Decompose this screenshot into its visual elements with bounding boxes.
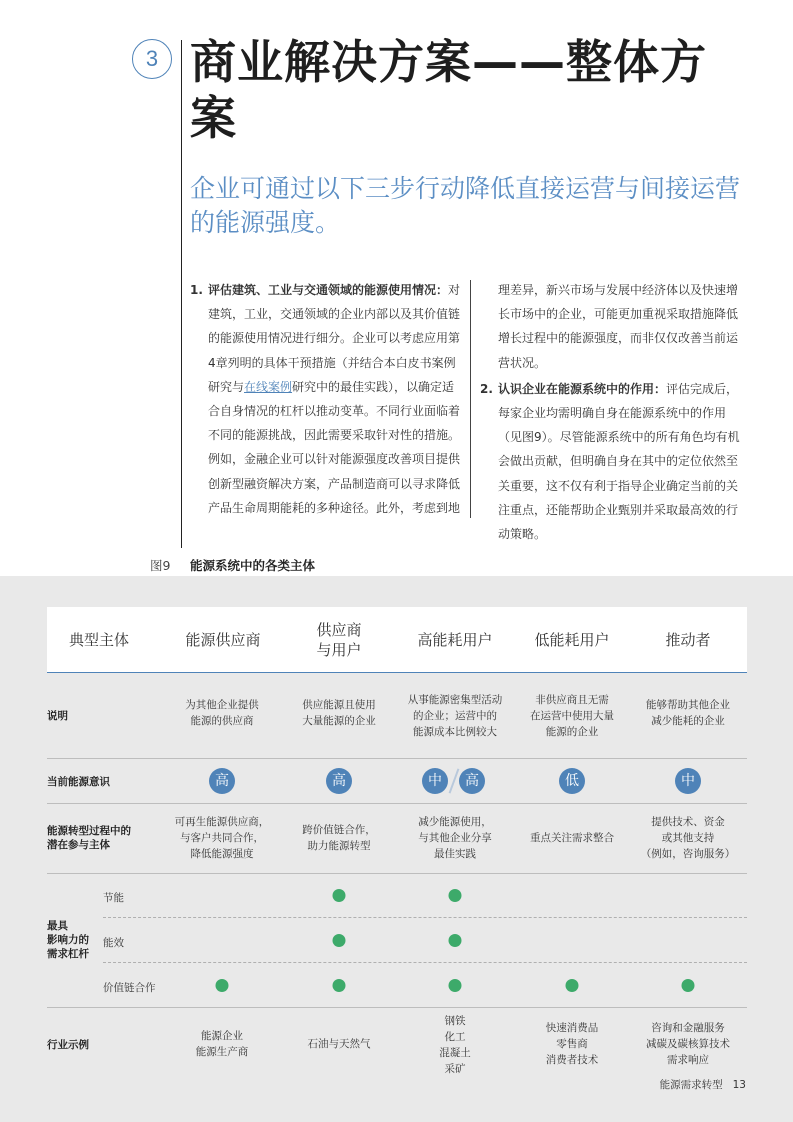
industry-cell: 快速消费品 零售商 消费者技术 (545, 1022, 599, 1066)
awareness-badge: 低 (559, 768, 585, 794)
step-2-text: 评估完成后，每家企业均需明确自身在能源系统中的作用（见图9）。尽管能源系统中的所有角色均有机会做出贡献，但明确自身在其中的定位依然至关重要，这不仅有利于指导企业确定当前的关注重点，还能帮助企业甄别并采取最高效的行动策略。 (498, 381, 740, 542)
row-divider (47, 803, 747, 804)
step-1-heading: 评估建筑、工业与交通领域的能源使用情况： (208, 283, 449, 297)
row-divider (47, 758, 747, 759)
description-cell: 供应能源且使用 大量能源的企业 (302, 699, 376, 727)
participation-cell: 提供技术、资金 或其他支持 （例如，咨询服务） (640, 816, 736, 860)
lever-divider (103, 962, 747, 963)
header-enabler: 推动者 (665, 631, 711, 649)
awareness-badge: 高 (209, 768, 235, 794)
header-energy-supplier: 能源供应商 (185, 631, 261, 649)
header-supplier-user: 供应商 与用户 (316, 621, 362, 659)
step-1 (190, 278, 462, 520)
table-header (47, 607, 747, 673)
lever-dot (566, 979, 579, 992)
row-label-participation: 能源转型过程中的 潜在参与主体 (47, 825, 131, 851)
lever-dot (333, 934, 346, 947)
lever-dot (449, 934, 462, 947)
participation-cell: 重点关注需求整合 (530, 832, 614, 844)
description-cell: 为其他企业提供 能源的供应商 (185, 699, 259, 727)
step-1-text: 对建筑，工业，交通领域的企业内部以及其价值链的能源使用情况进行细分。企业可以考虑应用第4章列明的具体干预措施（并结合本白皮书案例研究与 (208, 283, 461, 394)
row-label-awareness: 当前能源意识 (47, 776, 110, 788)
participation-cell: 减少能源使用， 与其他企业分享 最佳实践 (418, 816, 492, 860)
page-subtitle: 企业可通过以下三步行动降低直接运营与间接运营的能源强度。 (190, 174, 741, 237)
header-high-energy-user: 高能耗用户 (417, 631, 493, 649)
industry-cell: 钢铁 化工 混凝土 采矿 (439, 1015, 471, 1075)
page-title: 商业解决方案——整体方案 (190, 35, 707, 145)
page-number: 13 (732, 1079, 746, 1091)
lever-divider (103, 917, 747, 918)
lever-dot (333, 889, 346, 902)
page-footer (660, 1077, 746, 1092)
lever-dot (449, 979, 462, 992)
body-column-left (190, 278, 462, 520)
step-1-number: 1. (190, 283, 203, 297)
lever-dot (449, 889, 462, 902)
step-2-heading: 认识企业在能源系统中的作用： (498, 381, 667, 396)
awareness-badge: 中 (422, 768, 448, 794)
lever-dot (333, 979, 346, 992)
header-low-energy-user: 低能耗用户 (534, 631, 610, 649)
step-2-number: 2. (480, 381, 493, 396)
step-1-continuation: 理差异，新兴市场与发展中经济体以及快速增长市场中的企业，可能更加重视采取措施降低增长过程中的能源强度，而非仅仅改善当前运营状况。 (498, 283, 739, 370)
lever-label-value-chain: 价值链合作 (103, 982, 156, 994)
row-divider (47, 873, 747, 874)
header-typical-actor: 典型主体 (68, 631, 129, 649)
lever-dot (216, 979, 229, 992)
awareness-badge: 高 (459, 768, 485, 794)
footer-report-name: 能源需求转型 (659, 1079, 723, 1091)
awareness-badge: 中 (675, 768, 701, 794)
description-cell: 能够帮助其他企业 减少能耗的企业 (646, 699, 730, 727)
description-cell: 从事能源密集型活动 的企业；运营中的 能源成本比例较大 (407, 694, 503, 738)
industry-cell: 能源企业 能源生产商 (195, 1030, 249, 1058)
left-rule (181, 40, 182, 548)
online-case-link[interactable]: 在线案例 (244, 379, 293, 394)
chapter-number-badge: 3 (132, 39, 172, 79)
figure-label: 图9 (150, 558, 171, 573)
lever-label-energy-saving: 节能 (103, 892, 124, 904)
lever-label-efficiency: 能效 (103, 937, 124, 949)
column-divider (470, 280, 471, 518)
row-label-industry: 行业示例 (47, 1039, 89, 1051)
row-label-levers: 最具 影响力的 需求杠杆 (47, 920, 89, 960)
awareness-badge: 高 (326, 768, 352, 794)
participation-cell: 跨价值链合作， 助力能源转型 (302, 824, 376, 852)
industry-cell: 石油与天然气 (307, 1038, 371, 1050)
description-cell: 非供应商且无需 在运营中使用大量 能源的企业 (530, 694, 614, 738)
row-divider (47, 1007, 747, 1008)
industry-cell: 咨询和金融服务 减碳及碳核算技术 需求响应 (646, 1022, 730, 1066)
step-1-text-continued: 研究中的最佳实践），以确定适合自身情况的杠杆以推动变革。不同行业面临着不同的能源挑战，因此需要采取针对性的措施。例如，金融企业可以针对能源强度改善项目提供创新型融资解决方案，产品制造商可以寻求降低产品生命周期能耗的多种途径。此外，考虑到地 (208, 379, 461, 515)
body-column-right (480, 278, 748, 546)
row-label-description: 说明 (47, 710, 68, 722)
figure-title: 能源系统中的各类主体 (190, 558, 316, 573)
participation-cell: 可再生能源供应商， 与客户共同合作， 降低能源强度 (174, 816, 270, 860)
lever-dot (682, 979, 695, 992)
step-2 (480, 377, 748, 546)
